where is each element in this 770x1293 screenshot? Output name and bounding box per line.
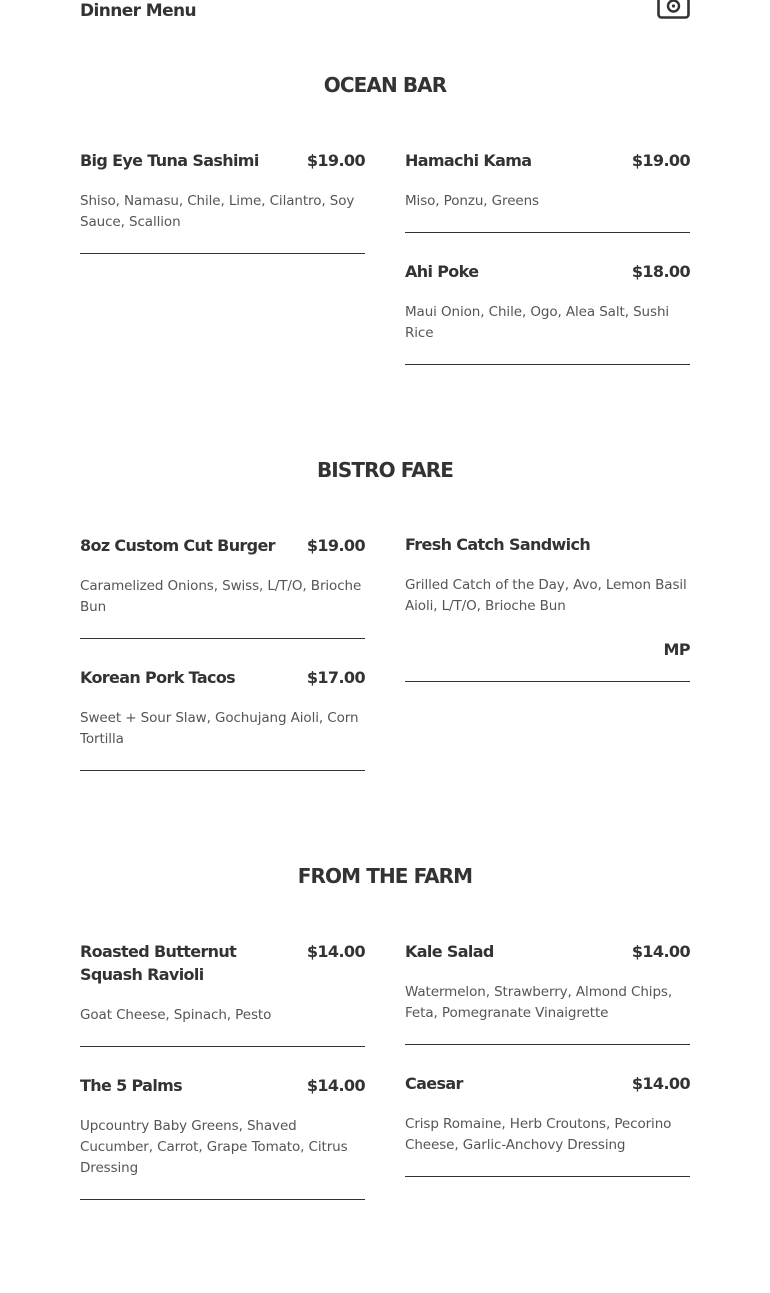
item-name: Kale Salad bbox=[405, 942, 494, 961]
menu-column-right bbox=[405, 940, 690, 1204]
item-name: Fresh Catch Sandwich bbox=[405, 535, 591, 554]
menu-column-right bbox=[405, 149, 690, 392]
item-price: $14.00 bbox=[631, 1074, 690, 1093]
item-name: Big Eye Tuna Sashimi bbox=[80, 151, 259, 170]
item-description: Crisp Romaine, Herb Croutons, Pecorino Cheese, Garlic-Anchovy Dressing bbox=[405, 1116, 672, 1153]
item-price: $19.00 bbox=[306, 151, 365, 170]
menu-header bbox=[80, 0, 690, 24]
item-name: Korean Pork Tacos bbox=[80, 668, 236, 687]
item-price: MP bbox=[663, 640, 690, 659]
item-name: Ahi Poke bbox=[405, 262, 479, 281]
item-name: The 5 Palms bbox=[80, 1076, 183, 1095]
item-name: Caesar bbox=[405, 1074, 463, 1093]
section-title: FROM THE FARM bbox=[297, 864, 473, 888]
print-icon[interactable] bbox=[657, 0, 690, 20]
menu-column-left bbox=[80, 534, 365, 798]
menu-item bbox=[80, 534, 365, 639]
menu-item bbox=[405, 260, 690, 365]
menu-item bbox=[80, 940, 365, 1047]
section-title: BISTRO FARE bbox=[316, 458, 454, 482]
menu-item bbox=[405, 1072, 690, 1177]
item-description: Watermelon, Strawberry, Almond Chips, Feta, Pomegranate Vinaigrette bbox=[405, 984, 673, 1021]
menu-item bbox=[80, 1074, 365, 1200]
menu-column-right bbox=[405, 533, 690, 709]
item-name: Hamachi Kama bbox=[405, 151, 532, 170]
item-price: $19.00 bbox=[306, 536, 365, 555]
menu-item bbox=[80, 666, 365, 771]
menu-item bbox=[405, 149, 690, 233]
item-price: $18.00 bbox=[631, 262, 690, 281]
menu-item bbox=[405, 940, 690, 1045]
section-title: OCEAN BAR bbox=[323, 73, 447, 97]
item-name: 8oz Custom Cut Burger bbox=[80, 536, 275, 555]
item-description: Goat Cheese, Spinach, Pesto bbox=[80, 1007, 272, 1023]
item-description: Sweet + Sour Slaw, Gochujang Aioli, Corn Tortilla bbox=[80, 710, 359, 747]
item-price: $14.00 bbox=[306, 942, 365, 961]
item-name: Roasted Butternut Squash Ravioli bbox=[80, 942, 237, 984]
menu-item bbox=[405, 533, 690, 682]
item-description: Grilled Catch of the Day, Avo, Lemon Basil Aioli, L/T/O, Brioche Bun bbox=[405, 577, 687, 614]
item-price: $14.00 bbox=[631, 942, 690, 961]
page-title: Dinner Menu bbox=[80, 1, 197, 21]
item-price: $14.00 bbox=[306, 1076, 365, 1095]
item-description: Shiso, Namasu, Chile, Lime, Cilantro, Soy Sauce, Scallion bbox=[80, 193, 355, 230]
menu-column-left bbox=[80, 149, 365, 281]
menu-item bbox=[80, 149, 365, 254]
menu-column-left bbox=[80, 940, 365, 1227]
item-description: Upcountry Baby Greens, Shaved Cucumber, Carrot, Grape Tomato, Citrus Dressing bbox=[80, 1118, 348, 1176]
item-price: $17.00 bbox=[306, 668, 365, 687]
item-description: Maui Onion, Chile, Ogo, Alea Salt, Sushi Rice bbox=[405, 304, 670, 341]
item-description: Miso, Ponzu, Greens bbox=[405, 193, 539, 209]
item-price: $19.00 bbox=[631, 151, 690, 170]
item-description: Caramelized Onions, Swiss, L/T/O, Brioche Bun bbox=[80, 578, 362, 615]
